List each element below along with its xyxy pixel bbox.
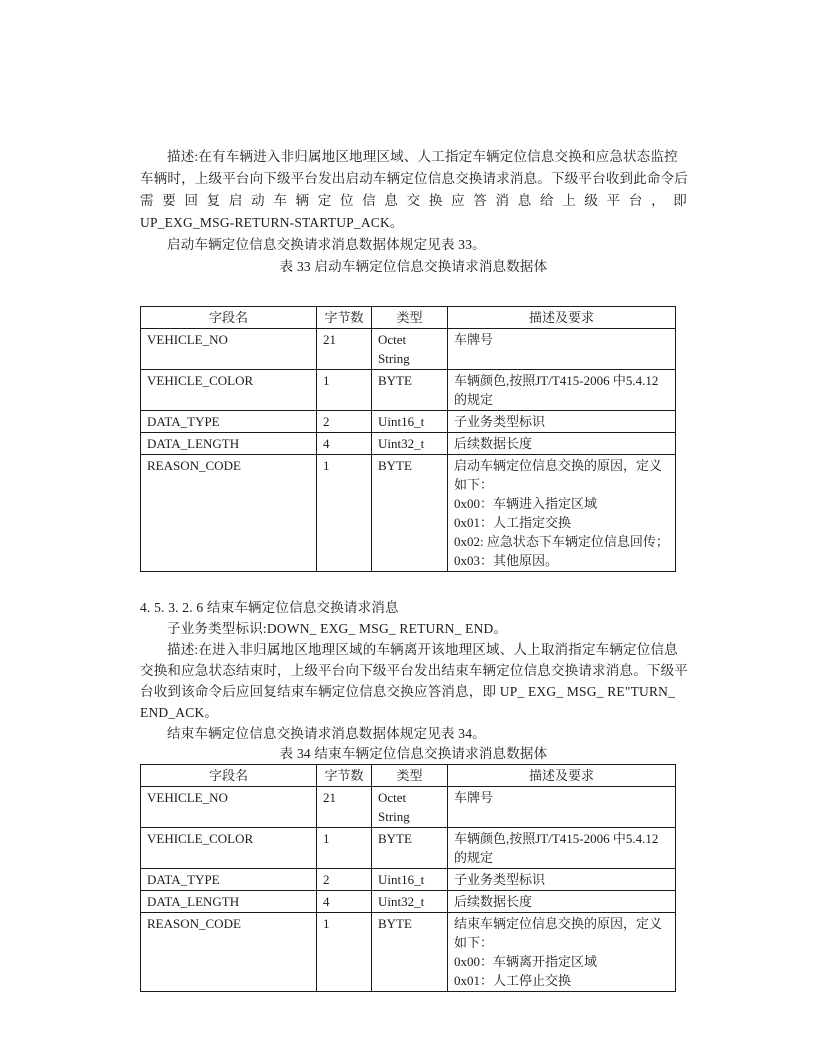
cell-line: 子业务类型标识 [454,414,546,429]
cell-line: 0x01：人工停止交换 [454,973,572,988]
table-row [141,433,676,455]
byte-count-cell [317,891,372,913]
cell-line: BYTE [378,916,412,931]
column-header: 字节数 [317,765,372,787]
cell-line: VEHICLE_NO [147,332,228,347]
cell-line: DATA_LENGTH [147,436,240,451]
byte-count-cell [317,828,372,869]
type-cell [372,828,448,869]
column-header: 描述及要求 [448,307,676,329]
byte-count-cell [317,411,372,433]
field-name-cell [141,913,317,992]
cell-line: 后续数据长度 [454,894,533,909]
cell-line: Octet [378,332,407,347]
cell-line: VEHICLE_COLOR [147,831,254,846]
cell-line: 的规定 [454,850,494,865]
table-header-row [141,765,676,787]
cell-line: Uint16_t [378,414,425,429]
text-line: 4. 5. 3. 2. 6 结束车辆定位信息交换请求消息 [140,600,399,615]
table33-startup-request-body [140,306,676,572]
cell-line: BYTE [378,373,412,388]
description-cell [448,891,676,913]
cell-line: 21 [323,332,336,347]
cell-line: 4 [323,436,330,451]
cell-line: 启动车辆定位信息交换的原因，定义 [454,458,663,473]
cell-line: Uint32_t [378,894,425,909]
cell-line: REASON_CODE [147,458,241,473]
cell-line: 0x01：人工指定交换 [454,515,572,530]
table-row [141,455,676,572]
cell-line: 0x00：车辆进入指定区域 [454,496,598,511]
field-name-cell [141,787,317,828]
cell-line: 车辆颜色,按照JT/T415-2006 中5.4.12 [454,831,659,846]
text-line: 描述:在有车辆进入非归属地区地理区域、人工指定车辆定位信息交换和应急状态监控 [167,149,678,164]
cell-line: 1 [323,373,330,388]
byte-count-cell [317,787,372,828]
cell-line: 车牌号 [454,790,494,805]
cell-line: 1 [323,458,330,473]
type-cell [372,913,448,992]
table34-caption: 表 34 结束车辆定位信息交换请求消息数据体 [279,746,548,761]
description-cell [448,869,676,891]
table-row [141,913,676,992]
type-cell [372,433,448,455]
type-cell [372,787,448,828]
cell-line: 后续数据长度 [454,436,533,451]
type-cell [372,370,448,411]
cell-line: 结束车辆定位信息交换的原因，定义 [454,916,663,931]
cell-line: Octet [378,790,407,805]
cell-line: DATA_TYPE [147,414,220,429]
description-cell [448,913,676,992]
column-header: 字段名 [141,307,317,329]
cell-line: REASON_CODE [147,916,241,931]
type-cell [372,455,448,572]
cell-line: DATA_LENGTH [147,894,240,909]
text-line: 车辆时，上级平台向下级平台发出启动车辆定位信息交换请求消息。下级平台收到此命令后 [140,171,688,186]
text-line: 需要回复启动车辆定位信息交换应答消息给上级平台，即 [140,193,687,208]
text-line: 交换和应急状态结束时，上级平台向下级平台发出结束车辆定位信息交换请求消息。下级平 [140,663,688,678]
table33-caption: 表 33 启动车辆定位信息交换请求消息数据体 [279,259,548,274]
type-cell [372,869,448,891]
cell-line: VEHICLE_NO [147,790,228,805]
end-section-paragraph [140,597,687,744]
text-line: 台收到该命令后应回复结束车辆定位信息交换应答消息，即 UP_ EXG_ MSG_ RE"TURN_ [140,684,676,699]
type-cell [372,411,448,433]
field-name-cell [141,869,317,891]
cell-line: 的规定 [454,392,494,407]
cell-line: 子业务类型标识 [454,872,546,887]
cell-line: 21 [323,790,336,805]
cell-line: String [378,809,410,824]
cell-line: 0x00：车辆离开指定区域 [454,954,598,969]
cell-line: 1 [323,916,330,931]
field-name-cell [141,433,317,455]
column-header: 描述及要求 [448,765,676,787]
text-line: UP_EXG_MSG-RETURN-STARTUP_ACK。 [140,215,404,230]
column-header: 类型 [372,765,448,787]
table-row [141,891,676,913]
byte-count-cell [317,433,372,455]
cell-line: 4 [323,894,330,909]
cell-line: BYTE [378,831,412,846]
field-name-cell [141,828,317,869]
table-row [141,787,676,828]
byte-count-cell [317,455,372,572]
description-cell [448,433,676,455]
field-name-cell [141,455,317,572]
table-row [141,329,676,370]
cell-line: 0x03：其他原因。 [454,553,559,568]
table34-end-request-body [140,764,676,992]
column-header: 类型 [372,307,448,329]
field-name-cell [141,891,317,913]
cell-line: Uint16_t [378,872,425,887]
type-cell [372,329,448,370]
column-header: 字节数 [317,307,372,329]
text-line: 子业务类型标识:DOWN_ EXG_ MSG_ RETURN_ END。 [167,621,508,636]
field-name-cell [141,329,317,370]
text-line: END_ACK。 [140,705,219,720]
cell-line: Uint32_t [378,436,425,451]
cell-line: 2 [323,872,330,887]
byte-count-cell [317,329,372,370]
page-content [140,146,687,992]
byte-count-cell [317,869,372,891]
column-header: 字段名 [141,765,317,787]
cell-line: 0x02: 应急状态下车辆定位信息回传； [454,534,669,549]
cell-line: BYTE [378,458,412,473]
text-line: 描述:在进入非归属地区地理区域的车辆离开该地理区域、人上取消指定车辆定位信息 [167,642,678,657]
text-line: 启动车辆定位信息交换请求消息数据体规定见表 33。 [167,237,486,252]
description-cell [448,329,676,370]
byte-count-cell [317,913,372,992]
cell-line: 车辆颜色,按照JT/T415-2006 中5.4.12 [454,373,659,388]
table-row [141,869,676,891]
table-row [141,828,676,869]
table-row [141,370,676,411]
type-cell [372,891,448,913]
cell-line: VEHICLE_COLOR [147,373,254,388]
byte-count-cell [317,370,372,411]
cell-line: String [378,351,410,366]
table-header-row [141,307,676,329]
description-cell [448,411,676,433]
description-cell [448,828,676,869]
description-cell [448,455,676,572]
cell-line: DATA_TYPE [147,872,220,887]
field-name-cell [141,411,317,433]
description-cell [448,370,676,411]
table-row [141,411,676,433]
cell-line: 1 [323,831,330,846]
text-line: 结束车辆定位信息交换请求消息数据体规定见表 34。 [167,726,486,741]
cell-line: 2 [323,414,330,429]
cell-line: 如下： [454,477,494,492]
description-cell [448,787,676,828]
startup-description-paragraph [140,146,687,256]
field-name-cell [141,370,317,411]
cell-line: 如下： [454,935,494,950]
cell-line: 车牌号 [454,332,494,347]
